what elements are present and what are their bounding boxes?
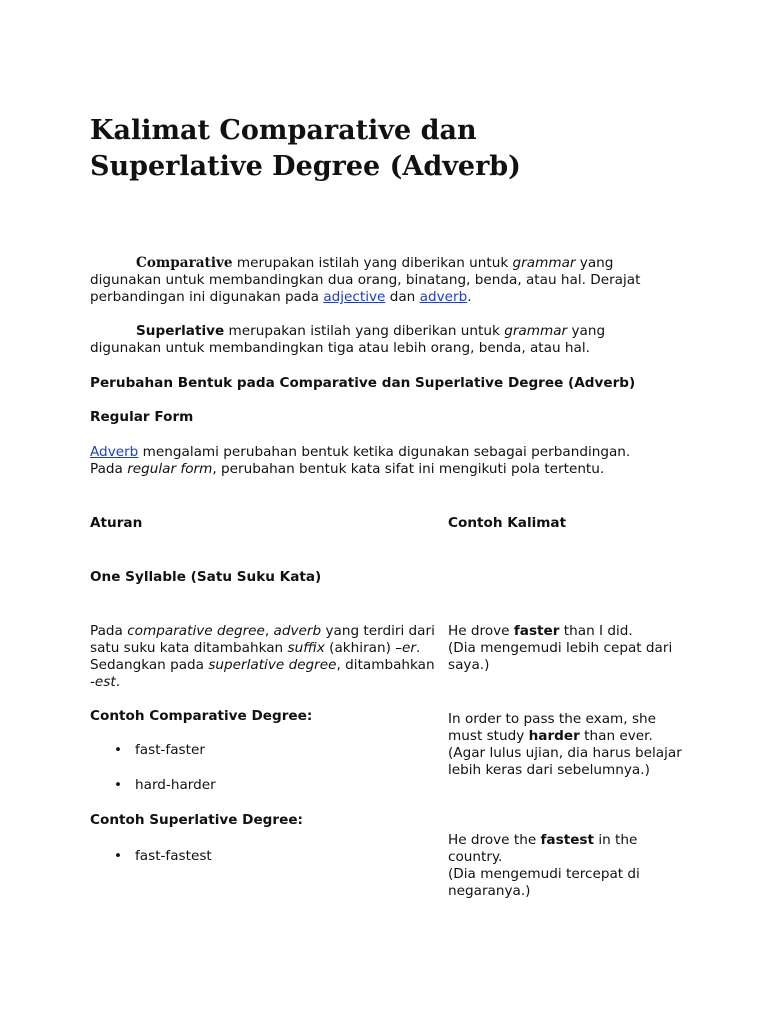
one-syllable-heading: One Syllable (Satu Suku Kata) — [90, 569, 322, 585]
comparative-term: Comparative — [136, 255, 233, 271]
example-sentence-fastest: He drove the fastest in the country. (Dia mengemudi tercepat di negaranya.) — [448, 832, 640, 899]
section-heading: Perubahan Bentuk pada Comparative dan Superlative Degree (Adverb) — [90, 375, 636, 391]
list-item: • fast-fastest — [90, 848, 212, 865]
list-item: • hard-harder — [90, 777, 216, 794]
example-sentence-faster: He drove faster than I did. (Dia mengemudi lebih cepat dari saya.) — [448, 623, 673, 673]
comparative-examples-list — [90, 742, 216, 794]
example-translation: (Agar lulus ujian, dia harus belajar lebih keras dari sebelumnya.) — [448, 745, 682, 778]
example-sentence-harder: In order to pass the exam, she must study harder than ever. (Agar lulus ujian, dia harus belajar lebih keras dari sebelumnya.) — [448, 711, 682, 778]
regular-form-paragraph: Adverb mengalami perubahan bentuk ketika digunakan sebagai perbandingan. Pada regular form, perubahan bentuk kata sifat ini mengikuti pola tertentu. — [90, 444, 631, 477]
superlative-examples-list — [90, 848, 212, 865]
intro-comparative-paragraph: Comparative merupakan istilah yang diberikan untuk grammar yang digunakan untuk membandingkan dua orang, binatang, benda, atau hal. Derajat perbandingan ini digunakan pada adjective dan adverb. — [90, 255, 641, 305]
adverb-link[interactable]: adverb — [419, 289, 468, 305]
table-header-aturan: Aturan — [90, 515, 143, 531]
comparative-examples-heading: Contoh Comparative Degree: — [90, 708, 313, 724]
table-header-contoh-kalimat: Contoh Kalimat — [448, 515, 567, 531]
example-translation: (Dia mengemudi tercepat di negaranya.) — [448, 866, 640, 899]
regular-form-heading: Regular Form — [90, 409, 194, 425]
superlative-examples-heading: Contoh Superlative Degree: — [90, 812, 303, 828]
adjective-link[interactable]: adjective — [323, 289, 386, 305]
intro-superlative-paragraph: Superlative merupakan istilah yang diberikan untuk grammar yang digunakan untuk membandingkan tiga atau lebih orang, benda, atau hal. — [90, 323, 606, 356]
one-syllable-rule: Pada comparative degree, adverb yang terdiri dari satu suku kata ditambahkan suffix (akhiran) –er. Sedangkan pada superlative degree, ditambahkan -est. — [90, 623, 435, 690]
list-item: • fast-faster — [90, 742, 216, 759]
adverb-link-2[interactable]: Adverb — [90, 444, 139, 460]
example-translation: (Dia mengemudi lebih cepat dari saya.) — [448, 640, 673, 673]
superlative-term: Superlative — [136, 323, 225, 339]
page-title: Kalimat Comparative dan Superlative Degree (Adverb) — [90, 115, 521, 182]
